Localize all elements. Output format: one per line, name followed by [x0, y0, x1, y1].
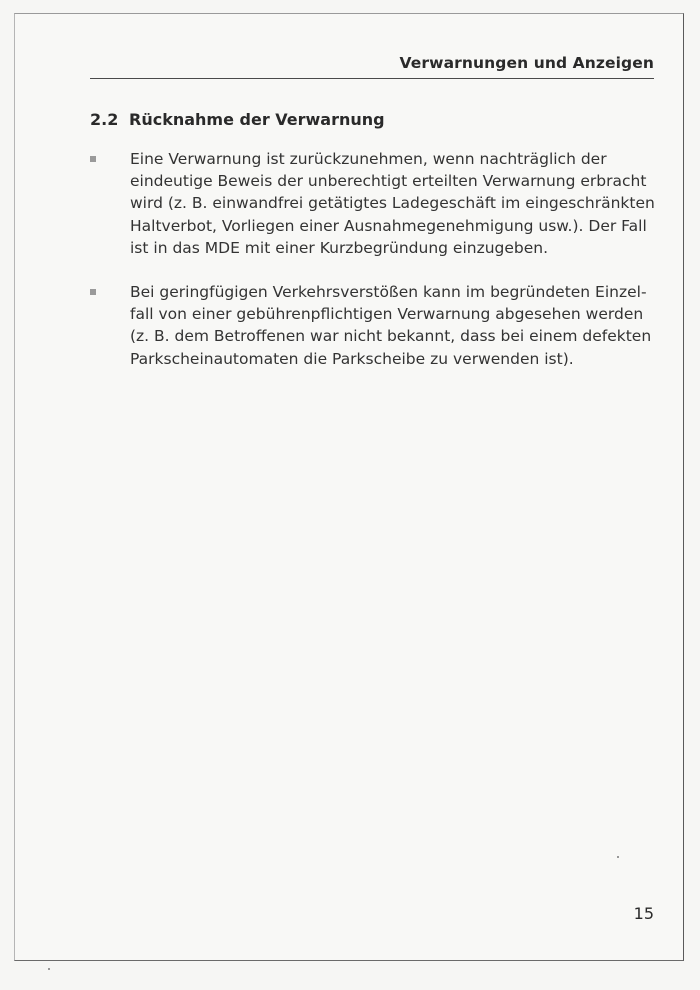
list-item [90, 281, 660, 370]
bullet-list [90, 148, 660, 392]
scan-speck [617, 856, 619, 858]
bullet-text: Bei geringfügigen Verkehrsverstößen kann im begründeten Einzel- fall von einer gebührenpflichtigen Verwarnung abgesehen werden (z. B. dem Betroffenen war nicht bekannt, dass bei einem defekten Parkscheinautomaten die Parkscheibe zu verwenden ist). [130, 283, 652, 368]
square-bullet-icon [90, 156, 96, 162]
header-rule [90, 78, 654, 79]
page-number: 15 [633, 904, 654, 923]
list-item [90, 148, 660, 259]
square-bullet-icon [90, 289, 96, 295]
section-number: 2.2 [90, 110, 119, 129]
section-heading [90, 110, 385, 129]
section-title: Rücknahme der Verwarnung [129, 110, 385, 129]
scan-speck [48, 968, 50, 970]
bullet-text: Eine Verwarnung ist zurückzunehmen, wenn nachträglich der eindeutige Beweis der unberechtigt erteilten Verwarnung erbracht wird (z. B. einwandfrei getätigtes Ladegeschäft im eingeschränkten Haltverbot, Vorliegen einer Ausnahmegenehmigung usw.). Der Fall ist in das MDE mit einer Kurzbegründung einzugeben. [130, 150, 655, 257]
running-header: Verwarnungen und Anzeigen [399, 54, 654, 72]
